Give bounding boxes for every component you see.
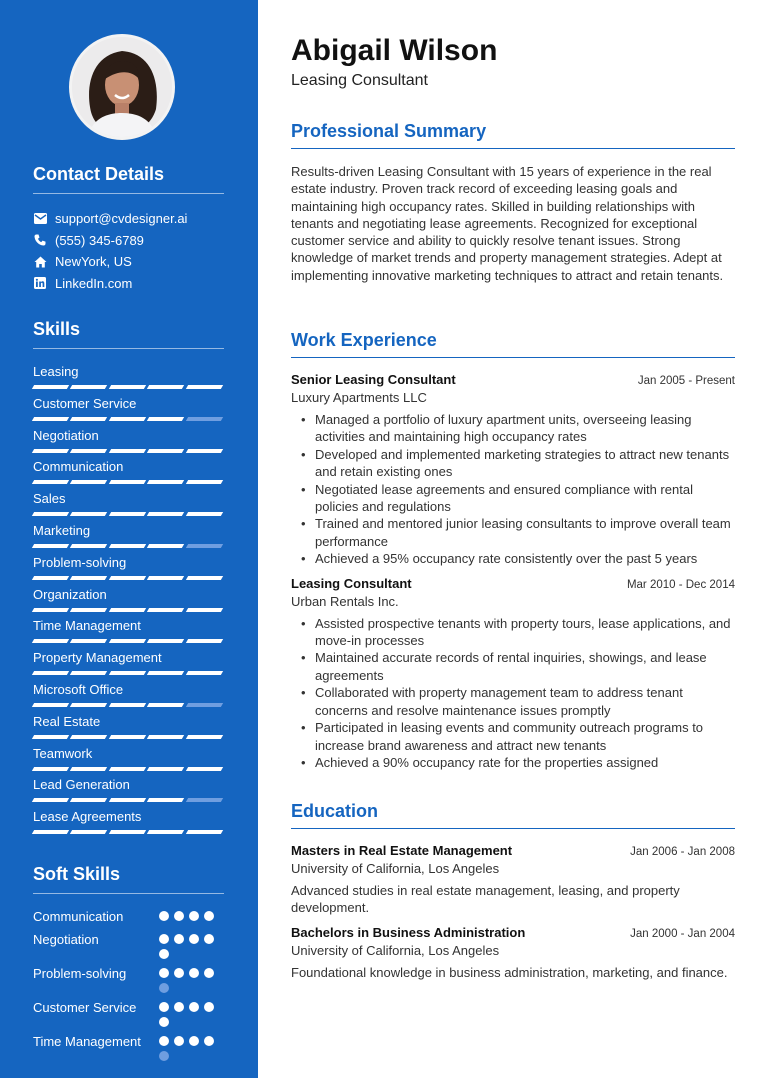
skill-level-bar	[33, 767, 224, 771]
job-company: Luxury Apartments LLC	[291, 390, 427, 405]
contact-phone[interactable]	[33, 230, 224, 252]
experience-section	[291, 330, 735, 779]
skill-level-bar	[33, 830, 224, 834]
soft-skill-dot	[159, 949, 169, 959]
skill-level-bar	[33, 385, 224, 389]
skill-level-segment	[147, 735, 185, 739]
education-description: Foundational knowledge in business administration, marketing, and finance.	[291, 964, 728, 980]
skill-name: Lead Generation	[33, 777, 130, 793]
skill-level-segment	[70, 544, 108, 548]
skill-level-segment	[109, 735, 147, 739]
education-description: Advanced studies in real estate management, leasing, and property development.	[291, 883, 680, 916]
skill-level-bar	[33, 671, 224, 675]
experience-title: Work Experience	[291, 330, 735, 358]
soft-skill-name: Communication	[33, 909, 124, 924]
skill-name: Leasing	[33, 364, 79, 379]
skill-level-segment	[70, 480, 108, 484]
skill-item	[33, 490, 224, 522]
contact-location-text: NewYork, US	[55, 254, 132, 270]
job-bullet: • Assisted prospective tenants with property tours, lease applications, and move-in processes	[299, 615, 735, 650]
skill-level-segment	[147, 608, 185, 612]
skill-name: Communication	[33, 459, 124, 475]
skill-level-segment	[147, 830, 185, 834]
soft-skill-dots	[159, 908, 219, 925]
job-bullet: • Developed and implemented marketing strategies to attract new tenants and retain existing ones	[299, 446, 735, 481]
skill-item	[33, 522, 224, 554]
skill-level-segment	[70, 798, 108, 802]
soft-skill-dot	[189, 1036, 199, 1046]
skill-name: Organization	[33, 586, 107, 602]
job-bullet: • Achieved a 90% occupancy rate for the properties assigned	[299, 754, 735, 771]
soft-skill-name: Time Management	[33, 1034, 141, 1049]
soft-skill-dots	[159, 965, 219, 993]
skill-item	[33, 554, 224, 586]
degree-title: Masters in Real Estate Management	[291, 843, 513, 858]
candidate-name: Abigail Wilson	[291, 34, 498, 67]
profile-photo	[72, 37, 172, 137]
skill-level-segment	[70, 385, 108, 389]
contact-email-text: support@cvdesigner.ai	[55, 211, 188, 227]
skill-name: Teamwork	[33, 745, 93, 761]
skill-name: Marketing	[33, 522, 91, 538]
soft-skill-item	[33, 965, 224, 993]
soft-skill-dot	[174, 1036, 184, 1046]
job-bullet: • Managed a portfolio of luxury apartment units, overseeing leasing activities and maintaining high occupancy rates	[299, 411, 735, 446]
skill-level-segment	[109, 544, 147, 548]
skill-level-bar	[33, 512, 224, 516]
education-date: Jan 2000 - Jan 2004	[630, 927, 735, 940]
soft-skill-item	[33, 999, 224, 1027]
job-entry	[291, 576, 735, 772]
home-icon	[33, 255, 47, 269]
skill-level-segment	[185, 417, 223, 421]
job-bullet: • Negotiated lease agreements and ensured compliance with rental policies and regulations	[299, 481, 735, 516]
soft-skill-name: Negotiation	[33, 932, 99, 947]
skill-level-segment	[185, 449, 223, 453]
skill-level-segment	[147, 767, 185, 771]
skills-section	[33, 319, 224, 840]
soft-skill-dot	[174, 968, 184, 978]
avatar	[69, 34, 175, 140]
skill-level-segment	[32, 480, 70, 484]
contact-linkedin-text: LinkedIn.com	[55, 275, 133, 291]
job-header	[291, 372, 735, 387]
job-date: Jan 2005 - Present	[637, 375, 735, 387]
soft-skill-dot	[204, 968, 214, 978]
job-company: Urban Rentals Inc.	[291, 593, 399, 609]
skill-item	[33, 713, 224, 745]
skill-level-segment	[32, 576, 70, 580]
skill-level-segment	[147, 671, 185, 675]
degree-title: Bachelors in Business Administration	[291, 924, 526, 940]
soft-skill-dot	[159, 1051, 169, 1061]
skill-level-segment	[147, 703, 185, 707]
soft-skill-dot	[189, 1002, 199, 1012]
skill-level-segment	[32, 671, 70, 675]
skill-level-segment	[32, 417, 70, 421]
skill-level-segment	[109, 608, 147, 612]
skill-item	[33, 458, 224, 490]
soft-skill-dot	[159, 934, 169, 944]
skill-item	[33, 776, 224, 808]
skill-level-segment	[185, 639, 223, 643]
skill-level-segment	[70, 417, 108, 421]
job-bullet: • Participated in leasing events and community outreach programs to increase brand awareness and attract new tenants	[299, 719, 735, 754]
skill-level-segment	[109, 830, 147, 834]
skill-name: Problem-solving	[33, 554, 127, 570]
job-header	[291, 576, 735, 591]
job-bullets	[291, 411, 735, 568]
skill-level-bar	[33, 703, 224, 707]
skill-level-segment	[185, 385, 223, 389]
summary-title: Professional Summary	[291, 121, 735, 149]
skill-level-bar	[33, 480, 224, 484]
soft-skill-dot	[159, 1036, 169, 1046]
soft-skill-dot	[204, 934, 214, 944]
skill-item	[33, 808, 224, 840]
jobs-list	[291, 372, 735, 771]
soft-skill-dot	[189, 968, 199, 978]
skill-level-segment	[185, 608, 223, 612]
soft-skill-dot	[159, 983, 169, 993]
skill-level-segment	[109, 449, 147, 453]
skill-item	[33, 395, 224, 427]
phone-icon	[33, 233, 47, 247]
job-bullets	[291, 615, 735, 772]
soft-skill-dot	[204, 1002, 214, 1012]
soft-skill-name: Problem-solving	[33, 966, 127, 981]
soft-skill-dot	[174, 934, 184, 944]
skill-item	[33, 427, 224, 459]
school-name: University of California, Los Angeles	[291, 861, 500, 876]
skill-level-segment	[70, 703, 108, 707]
linkedin-icon	[33, 276, 47, 290]
skills-title: Skills	[33, 319, 224, 349]
job-entry	[291, 372, 735, 568]
skill-level-segment	[147, 417, 185, 421]
skill-level-bar	[33, 735, 224, 739]
soft-skill-dot	[159, 1017, 169, 1027]
skill-level-segment	[109, 703, 147, 707]
soft-skill-item	[33, 908, 224, 925]
summary-text: Results-driven Leasing Consultant with 15 years of experience in the real estate industry. Proven track record of exceeding leasing goals and maintaining high occupancy rates. Skilled in building relationships with tenants and negotiating lease agreements. Recognized for exceptional customer service and ability to quickly resolve tenant issues. Strong knowledge of market trends and property management strategies. Adept at implementing innovative marketing techniques to attract and retain tenants.	[291, 164, 724, 283]
education-entry	[291, 925, 735, 981]
skill-level-segment	[32, 512, 70, 516]
skill-level-segment	[70, 735, 108, 739]
skill-level-segment	[70, 576, 108, 580]
skill-level-segment	[147, 480, 185, 484]
skill-level-segment	[147, 639, 185, 643]
soft-skill-dot	[174, 911, 184, 921]
skill-level-segment	[70, 767, 108, 771]
skill-level-segment	[185, 830, 223, 834]
skill-level-segment	[109, 671, 147, 675]
contact-phone-text: (555) 345-6789	[55, 232, 144, 248]
skill-level-bar	[33, 639, 224, 643]
soft-skills-section	[33, 864, 224, 1067]
school-name: University of California, Los Angeles	[291, 942, 500, 958]
skill-level-bar	[33, 449, 224, 453]
skill-level-segment	[32, 703, 70, 707]
skill-name: Real Estate	[33, 713, 101, 729]
skill-level-segment	[70, 449, 108, 453]
skill-level-segment	[185, 735, 223, 739]
skill-level-segment	[147, 798, 185, 802]
envelope-icon	[33, 212, 47, 226]
skill-name: Property Management	[33, 650, 162, 666]
soft-skill-dot	[204, 911, 214, 921]
job-title: Senior Leasing Consultant	[291, 372, 456, 387]
skill-level-bar	[33, 544, 224, 548]
skill-level-segment	[109, 798, 147, 802]
skill-level-segment	[147, 544, 185, 548]
education-header	[291, 843, 735, 858]
skill-level-segment	[185, 512, 223, 516]
soft-skill-item	[33, 1033, 224, 1061]
soft-skills-list	[33, 908, 224, 1061]
skill-level-segment	[109, 385, 147, 389]
skill-level-segment	[185, 544, 223, 548]
contact-section	[33, 164, 224, 294]
skill-name: Negotiation	[33, 427, 99, 443]
education-header	[291, 925, 735, 940]
soft-skill-dot	[204, 1036, 214, 1046]
skill-level-segment	[70, 512, 108, 516]
job-bullet: • Trained and mentored junior leasing consultants to improve overall team performance	[299, 515, 735, 550]
job-bullet: • Maintained accurate records of rental inquiries, showings, and lease agreements	[299, 649, 735, 684]
skill-level-segment	[109, 417, 147, 421]
skill-level-bar	[33, 417, 224, 421]
skill-item	[33, 649, 224, 681]
skill-level-segment	[147, 576, 185, 580]
skill-level-bar	[33, 576, 224, 580]
skill-level-segment	[32, 767, 70, 771]
candidate-role: Leasing Consultant	[291, 72, 428, 89]
skill-level-segment	[109, 512, 147, 516]
skill-level-segment	[185, 767, 223, 771]
summary-section	[291, 121, 735, 284]
education-date: Jan 2006 - Jan 2008	[630, 846, 735, 858]
education-title: Education	[291, 801, 735, 829]
soft-skill-name: Customer Service	[33, 1000, 137, 1015]
contact-title: Contact Details	[33, 164, 224, 194]
skill-level-segment	[147, 385, 185, 389]
education-entry	[291, 843, 735, 917]
skill-level-segment	[32, 830, 70, 834]
job-date: Mar 2010 - Dec 2014	[626, 578, 735, 591]
skill-level-segment	[185, 576, 223, 580]
education-list	[291, 843, 735, 981]
skill-level-bar	[33, 798, 224, 802]
skill-name: Microsoft Office	[33, 681, 124, 697]
skill-name: Time Management	[33, 618, 141, 634]
contact-location	[33, 251, 224, 273]
soft-skill-item	[33, 931, 224, 959]
skill-level-segment	[70, 608, 108, 612]
skill-level-segment	[147, 449, 185, 453]
skill-level-segment	[109, 767, 147, 771]
skill-level-segment	[70, 639, 108, 643]
job-bullet: • Achieved a 95% occupancy rate consistently over the past 5 years	[299, 550, 735, 567]
skill-level-segment	[109, 480, 147, 484]
skill-level-segment	[185, 703, 223, 707]
skill-level-bar	[33, 608, 224, 612]
skill-level-segment	[32, 544, 70, 548]
soft-skill-dots	[159, 931, 219, 959]
skill-level-segment	[147, 512, 185, 516]
skill-level-segment	[109, 639, 147, 643]
soft-skill-dot	[189, 911, 199, 921]
soft-skill-dot	[159, 911, 169, 921]
soft-skill-dot	[189, 934, 199, 944]
skill-item	[33, 745, 224, 777]
job-bullet: • Collaborated with property management team to address tenant concerns and resolve maintenance issues promptly	[299, 684, 735, 719]
skill-name: Lease Agreements	[33, 809, 142, 825]
skill-name: Customer Service	[33, 395, 137, 411]
skill-level-segment	[32, 449, 70, 453]
job-title: Leasing Consultant	[291, 575, 412, 591]
skill-item	[33, 586, 224, 618]
soft-skill-dot	[159, 968, 169, 978]
skill-item	[33, 363, 224, 395]
education-section	[291, 801, 735, 989]
skill-level-segment	[70, 671, 108, 675]
soft-skill-dots	[159, 999, 219, 1027]
sidebar	[0, 0, 258, 1078]
skill-level-segment	[32, 385, 70, 389]
contact-email[interactable]	[33, 208, 224, 230]
skill-level-segment	[185, 671, 223, 675]
skill-level-segment	[32, 735, 70, 739]
skill-level-segment	[32, 639, 70, 643]
skills-list	[33, 363, 224, 840]
soft-skill-dot	[159, 1002, 169, 1012]
skill-level-segment	[185, 798, 223, 802]
skill-item	[33, 681, 224, 713]
skill-name: Sales	[33, 491, 66, 507]
soft-skill-dot	[174, 1002, 184, 1012]
skill-level-segment	[32, 608, 70, 612]
skill-level-segment	[70, 830, 108, 834]
skill-level-segment	[32, 798, 70, 802]
soft-skills-title: Soft Skills	[33, 864, 224, 894]
contact-linkedin[interactable]	[33, 273, 224, 295]
soft-skill-dots	[159, 1033, 219, 1061]
skill-level-segment	[109, 576, 147, 580]
skill-item	[33, 617, 224, 649]
skill-level-segment	[185, 480, 223, 484]
